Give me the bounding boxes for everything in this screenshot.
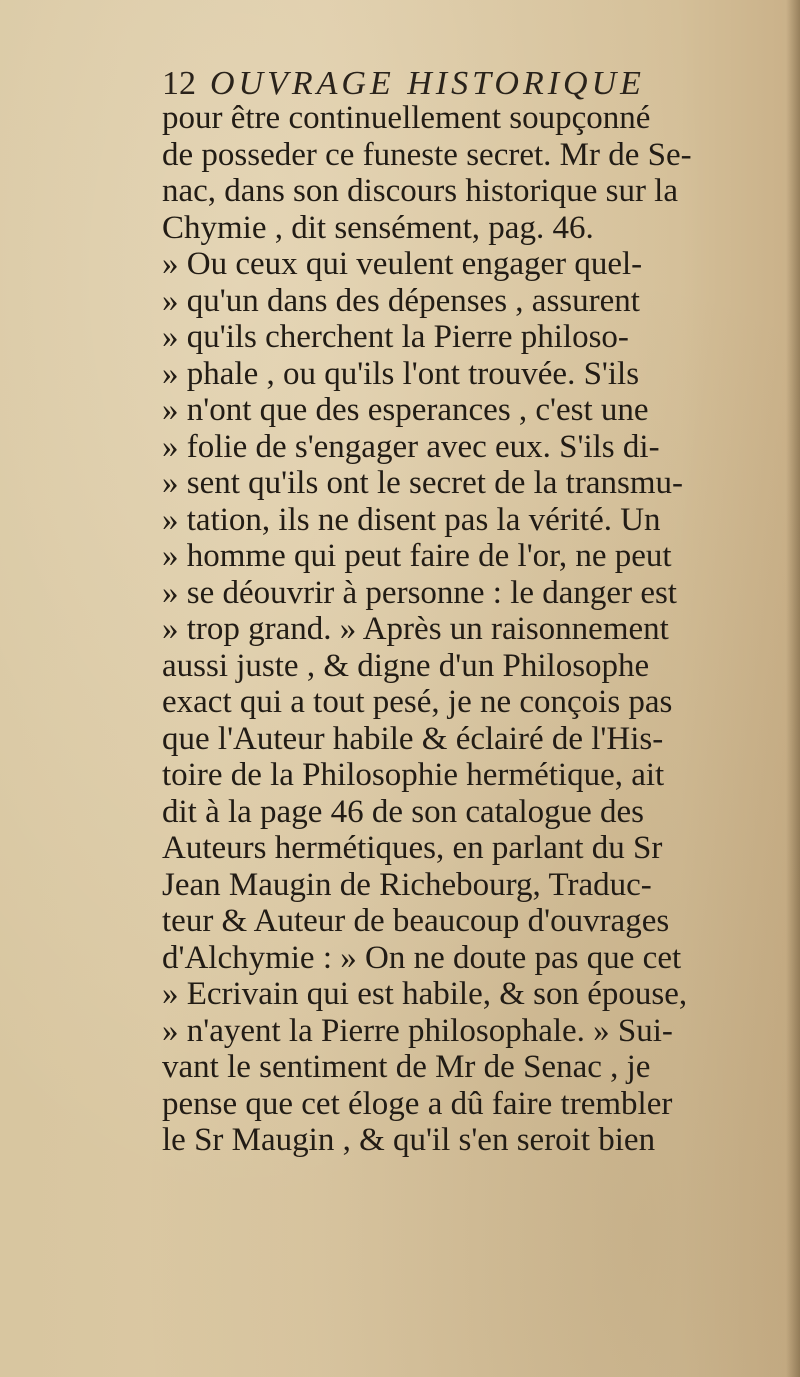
- text-line: Auteurs hermétiques, en parlant du Sr: [162, 830, 663, 866]
- text-line: Jean Maugin de Richebourg, Traduc-: [162, 866, 652, 903]
- text-line: » folie de s'engager avec eux. S'ils di-: [162, 428, 660, 465]
- text-line: nac, dans son discours historique sur la: [162, 173, 678, 209]
- text-line: » qu'un dans des dépenses , assurent: [162, 282, 640, 319]
- text-line: » tation, ils ne disent pas la vérité. Un: [162, 501, 661, 538]
- text-line: » sent qu'ils ont le secret de la transmu-: [162, 465, 683, 501]
- text-line: » n'ayent la Pierre philosophale. » Sui-: [162, 1012, 673, 1049]
- text-line: pense que cet éloge a dû faire trembler: [162, 1085, 673, 1122]
- text-line: de posseder ce funeste secret. Mr de Se-: [162, 136, 692, 173]
- text-line: d'Alchymie : » On ne doute pas que cet: [162, 939, 682, 976]
- text-line: dit à la page 46 de son catalogue des: [162, 793, 644, 830]
- text-line: » se déouvrir à personne : le danger est: [162, 574, 677, 611]
- page-number: 12: [162, 65, 196, 102]
- page-edge-shadow: [786, 0, 800, 1377]
- text-line: » Ou ceux qui veulent engager quel-: [162, 246, 643, 282]
- text-line: Chymie , dit sensément, pag. 46.: [162, 209, 594, 246]
- body-text: [162, 100, 752, 1159]
- text-line: » Ecrivain qui est habile, & son épouse,: [162, 976, 688, 1012]
- text-line: toire de la Philosophie hermétique, ait: [162, 757, 665, 793]
- text-line: » homme qui peut faire de l'or, ne peut: [162, 538, 672, 574]
- text-line: » trop grand. » Après un raisonnement: [162, 611, 669, 647]
- text-line: pour être continuellement soupçonné: [162, 100, 651, 136]
- text-line: vant le sentiment de Mr de Senac , je: [162, 1049, 651, 1085]
- running-title: OUVRAGE HISTORIQUE: [210, 65, 645, 102]
- text-line: exact qui a tout pesé, je ne conçois pas: [162, 684, 673, 720]
- text-line: » qu'ils cherchent la Pierre philoso-: [162, 319, 629, 355]
- text-line: le Sr Maugin , & qu'il s'en seroit bien: [162, 1122, 656, 1158]
- text-line: » n'ont que des esperances , c'est une: [162, 392, 649, 428]
- text-line: teur & Auteur de beaucoup d'ouvrages: [162, 903, 670, 939]
- text-line: aussi juste , & digne d'un Philosophe: [162, 647, 650, 684]
- text-line: que l'Auteur habile & éclairé de l'His-: [162, 720, 664, 757]
- text-line: » phale , ou qu'ils l'ont trouvée. S'ils: [162, 355, 640, 392]
